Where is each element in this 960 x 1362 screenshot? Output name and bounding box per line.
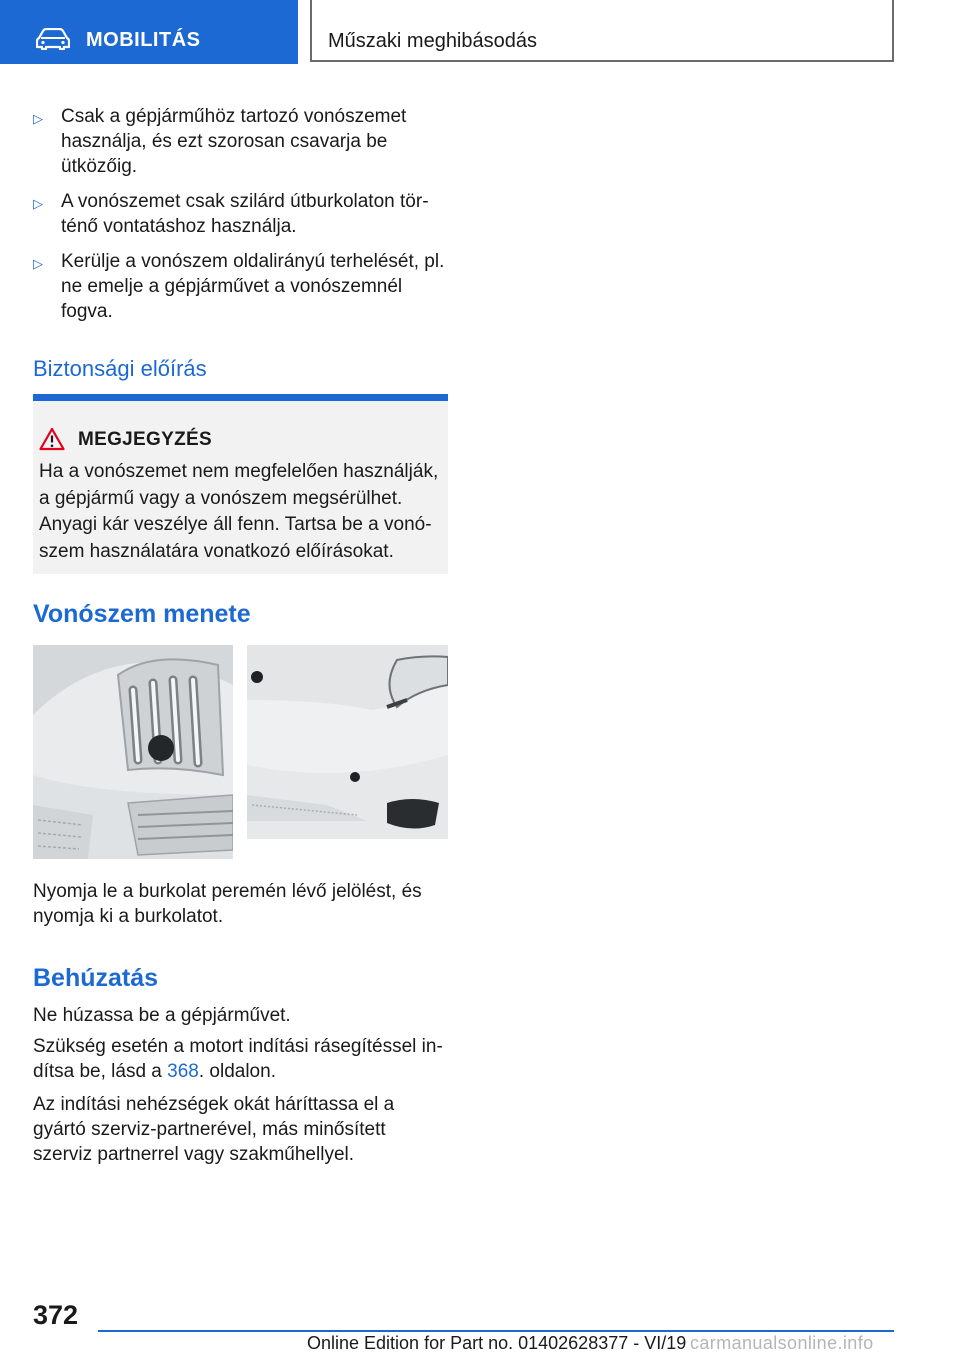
- bullet-list: [33, 104, 448, 334]
- list-item-text: Kerülje a vonószem oldalirányú terhelését, pl. ne emelje a gépjárművet a vonószemnél fogva.: [61, 251, 445, 322]
- rear-bumper-image: [247, 645, 448, 839]
- page-number: 372: [33, 1300, 79, 1330]
- triangle-bullet-icon: ▷: [33, 256, 43, 271]
- car-icon: [36, 28, 70, 50]
- edition-note: Online Edition for Part no. 01402628377 - VI/19: [307, 1333, 687, 1353]
- push-start-heading: Behúzatás: [33, 964, 159, 992]
- triangle-bullet-icon: ▷: [33, 196, 43, 211]
- list-item: [33, 104, 448, 179]
- watermark: carmanualsonline.info: [690, 1333, 874, 1353]
- list-item-text: A vonószemet csak szilárd útburkolaton történő vontatáshoz használja.: [61, 191, 429, 237]
- list-item: [33, 189, 448, 239]
- chapter-header: [310, 0, 894, 62]
- warning-title: MEGJEGYZÉS: [78, 429, 212, 450]
- list-item-text: Csak a gépjárműhöz tartozó vonószemet használja, és ezt szorosan csavarja be ütközőig.: [61, 106, 407, 177]
- page-reference-link[interactable]: 368: [167, 1061, 199, 1082]
- push-start-text-2-after: . oldalon.: [198, 1061, 276, 1082]
- push-start-text-1: Ne húzassa be a gépjárművet.: [33, 1005, 291, 1026]
- section-label: MOBILITÁS: [86, 29, 201, 51]
- section-tab[interactable]: [0, 0, 298, 64]
- triangle-bullet-icon: ▷: [33, 111, 43, 126]
- front-bumper-image: [33, 645, 233, 859]
- warning-box: [33, 394, 448, 574]
- push-start-text-2: [33, 1034, 448, 1084]
- push-start-text-2-before: Szükség esetén a motort indítási rásegítéssel indítsa be, lásd a: [33, 1036, 443, 1082]
- chapter-title: Műszaki meghibásodás: [328, 30, 537, 52]
- figure-caption: Nyomja le a burkolat peremén lévő jelölést, és nyomja ki a burkolatot.: [33, 881, 422, 927]
- towing-eye-heading: Vonószem menete: [33, 600, 251, 628]
- footer-divider: [98, 1330, 894, 1332]
- warning-text: Ha a vonószemet nem megfelelően használják, a gépjármű vagy a vonószem megsérülhet. Anyagi kár veszélye áll fenn. Tartsa be a vonószem használatára vonatkozó előírásokat.: [39, 461, 439, 562]
- push-start-text-3: Az indítási nehézségek okát háríttassa el a gyártó szerviz-partnerével, más minősített szerviz partnerrel vagy szakműhellyel.: [33, 1094, 395, 1165]
- list-item: [33, 249, 448, 324]
- safety-heading: Biztonsági előírás: [33, 356, 207, 381]
- warning-triangle-icon: [39, 427, 65, 451]
